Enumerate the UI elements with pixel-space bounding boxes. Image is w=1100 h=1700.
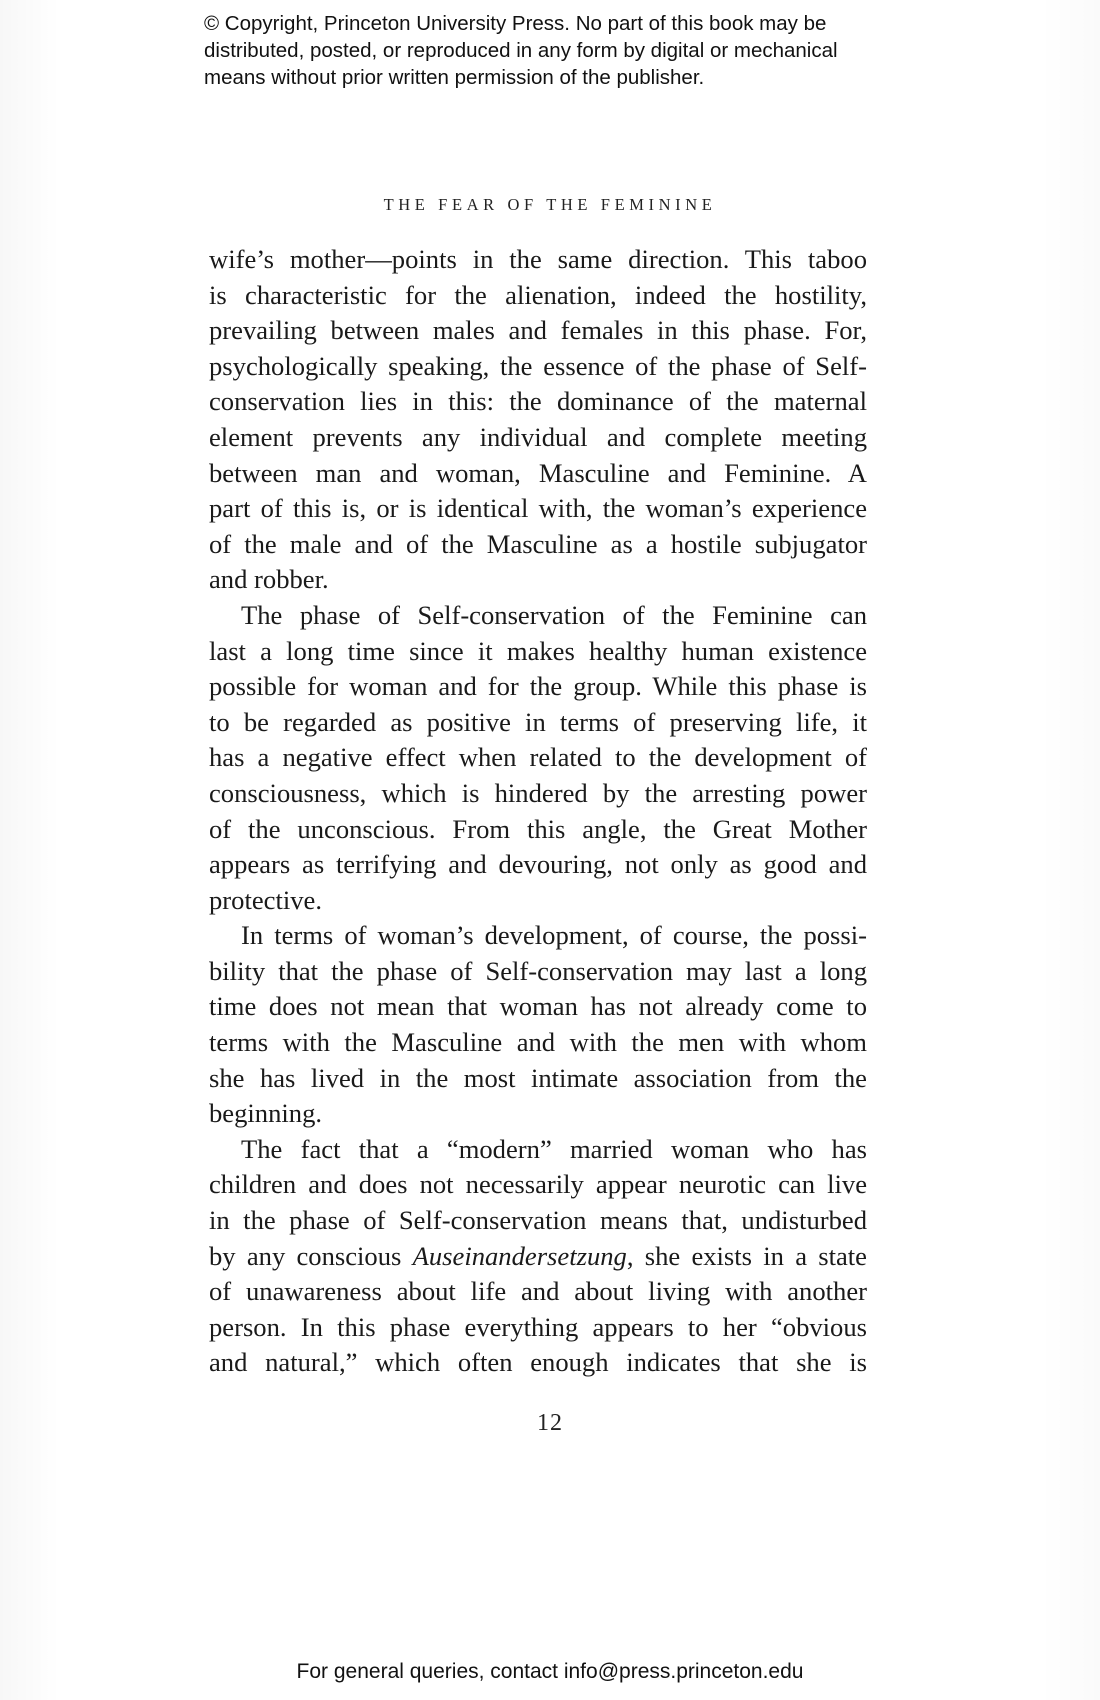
copyright-line: means without prior written permission of the publisher. — [204, 66, 705, 89]
footer-contact: For general queries, contact info@press.princeton.edu — [296, 1660, 804, 1683]
text-line: and natural,” which often enough indicates that she is — [209, 1347, 867, 1378]
text-line: prevailing between males and females in this phase. For, — [209, 315, 867, 346]
text-line: between man and woman, Masculine and Feminine. A — [209, 457, 867, 488]
text-line: conservation lies in this: the dominance of the maternal — [209, 386, 867, 417]
copyright-line: © Copyright, Princeton University Press. No part of this book may be — [204, 12, 827, 35]
text-line: in the phase of Self-conservation means that, undisturbed — [209, 1205, 867, 1236]
running-head: THE FEAR OF THE FEMININE — [383, 195, 717, 214]
paragraph-first-line: In terms of woman’s development, of course, the possi- — [241, 920, 867, 951]
text-line: consciousness, which is hindered by the arresting power — [209, 777, 867, 808]
text-line: wife’s mother—points in the same direction. This taboo — [209, 244, 867, 274]
text-line: element prevents any individual and complete meeting — [209, 421, 867, 452]
text-line: psychologically speaking, the essence of the phase of Self- — [209, 350, 867, 381]
text-line: of the unconscious. From this angle, the Great Mother — [209, 813, 867, 844]
text-line: last a long time since it makes healthy human existence — [209, 635, 867, 666]
text-line: of unawareness about life and about living with another — [209, 1276, 867, 1307]
text-line: part of this is, or is identical with, the woman’s experience — [209, 493, 867, 524]
copyright-line: distributed, posted, or reproduced in any form by digital or mechanical — [204, 39, 838, 62]
text-line: beginning. — [209, 1098, 323, 1129]
paragraph-first-line: The phase of Self-conservation of the Feminine can — [241, 599, 867, 630]
text-line: time does not mean that woman has not already come to — [209, 991, 867, 1022]
text-line: bility that the phase of Self-conservation may last a long — [209, 955, 867, 986]
page-number: 12 — [537, 1410, 563, 1436]
text-line: children and does not necessarily appear neurotic can live — [209, 1169, 867, 1200]
text-line: person. In this phase everything appears to her “obvious — [209, 1311, 867, 1342]
text-line: she has lived in the most intimate association from the — [209, 1062, 867, 1093]
text-line: terms with the Masculine and with the men with whom — [209, 1027, 867, 1058]
text-line: and robber. — [209, 564, 329, 595]
text-line-with-italic — [209, 1239, 867, 1275]
scan-edge-shadow-left — [0, 0, 60, 1700]
text-line: protective. — [209, 884, 322, 915]
text-line: of the male and of the Masculine as a hostile subjugator — [209, 528, 867, 559]
scan-edge-shadow-right — [1040, 0, 1100, 1700]
text-line: to be regarded as positive in terms of preserving life, it — [209, 706, 867, 737]
text-line: appears as terrifying and devouring, not only as good and — [209, 849, 867, 880]
text-line: possible for woman and for the group. While this phase is — [209, 671, 867, 702]
text-line: is characteristic for the alienation, indeed the hostility, — [209, 279, 867, 310]
body-text — [209, 242, 867, 1381]
text-segment: by any conscious — [209, 1240, 402, 1271]
text-segment: , she exists in a state — [626, 1240, 867, 1271]
paragraph-first-line: The fact that a “modern” married woman who has — [241, 1133, 867, 1164]
italic-term: Auseinandersetzung — [412, 1240, 627, 1271]
copyright-notice — [204, 10, 924, 91]
text-line: has a negative effect when related to the development of — [209, 742, 867, 773]
